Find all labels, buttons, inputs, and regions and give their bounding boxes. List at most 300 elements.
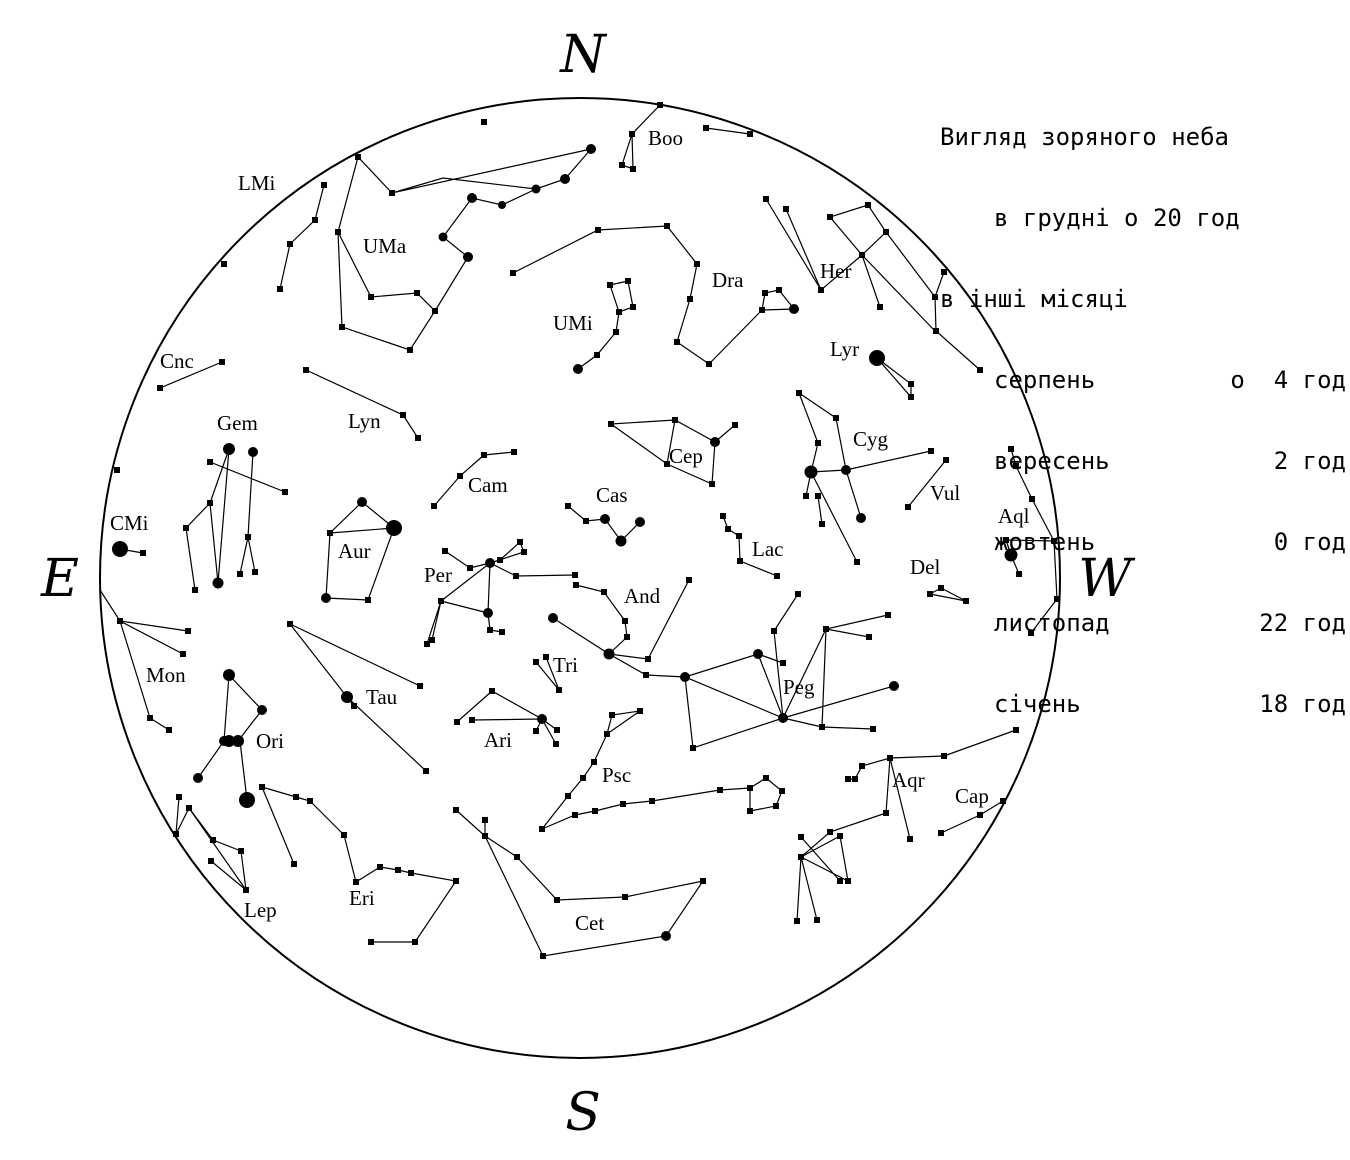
legend-row <box>940 691 1346 718</box>
legend-month: листопад <box>994 609 1110 637</box>
star-faint <box>573 582 579 588</box>
star-faint <box>928 448 934 454</box>
label-psc: Psc <box>602 763 632 787</box>
star-faint <box>339 324 345 330</box>
star-faint <box>482 817 488 823</box>
star-faint <box>553 741 559 747</box>
star-bright <box>889 681 899 691</box>
star-faint <box>941 753 947 759</box>
star-faint <box>852 776 858 782</box>
star-faint <box>720 513 726 519</box>
direction-south: S <box>565 1083 601 1143</box>
label-aqr: Aqr <box>892 768 925 792</box>
star-faint <box>192 587 198 593</box>
star-bright <box>805 466 818 479</box>
star-faint <box>238 848 244 854</box>
star-faint <box>368 294 374 300</box>
star-faint <box>252 569 258 575</box>
star-faint <box>497 557 503 563</box>
star-faint <box>637 708 643 714</box>
label-ori: Ori <box>256 729 284 753</box>
star-bright <box>869 350 885 366</box>
label-her: Her <box>820 259 852 283</box>
constellation-line <box>262 787 294 864</box>
constellation-line <box>766 199 886 307</box>
constellation-line <box>198 675 229 778</box>
star-bright <box>213 578 224 589</box>
star-bright <box>680 672 690 682</box>
legend-subtitle: в інші місяці <box>940 285 1128 313</box>
constellation-line <box>490 563 575 576</box>
star-faint <box>927 591 933 597</box>
label-cep: Cep <box>669 444 703 468</box>
star-faint <box>140 550 146 556</box>
star-faint <box>521 549 527 555</box>
star-faint <box>432 308 438 314</box>
label-lyn: Lyn <box>348 409 381 433</box>
star-faint <box>736 533 742 539</box>
constellation-line <box>818 496 822 524</box>
star-faint <box>709 481 715 487</box>
star-faint <box>932 294 938 300</box>
star-faint <box>517 539 523 545</box>
star-faint <box>630 304 636 310</box>
star-faint <box>554 897 560 903</box>
star-faint <box>783 206 789 212</box>
star-faint <box>572 812 578 818</box>
star-faint <box>438 598 444 604</box>
star-faint <box>467 565 473 571</box>
star-bright <box>257 705 267 715</box>
label-aur: Aur <box>338 539 371 563</box>
constellation-line <box>542 778 782 829</box>
star-faint <box>245 534 251 540</box>
star-faint <box>207 500 213 506</box>
star-faint <box>859 763 865 769</box>
star-faint <box>645 656 651 662</box>
legend-month: січень <box>994 690 1081 718</box>
star-faint <box>877 304 883 310</box>
constellation-line <box>822 629 826 727</box>
label-cyg: Cyg <box>853 427 889 451</box>
star-faint <box>303 367 309 373</box>
star-faint <box>400 412 406 418</box>
star-faint <box>747 131 753 137</box>
star-faint <box>608 421 614 427</box>
star-bright <box>341 691 353 703</box>
star-faint <box>747 808 753 814</box>
star-faint <box>489 688 495 694</box>
star-faint <box>157 385 163 391</box>
constellation-line <box>435 189 536 311</box>
star-faint <box>837 878 843 884</box>
star-faint <box>554 727 560 733</box>
star-faint <box>210 837 216 843</box>
star-faint <box>814 917 820 923</box>
label-vul: Vul <box>930 481 961 505</box>
star-faint <box>287 241 293 247</box>
star-faint <box>762 290 768 296</box>
legend-row <box>940 529 1346 556</box>
star-faint <box>883 229 889 235</box>
star-faint <box>173 831 179 837</box>
star-faint <box>819 724 825 730</box>
star-faint <box>803 493 809 499</box>
label-peg: Peg <box>783 675 815 699</box>
star-bright <box>548 613 558 623</box>
star-faint <box>819 521 825 527</box>
star-faint <box>657 102 663 108</box>
star-faint <box>908 394 914 400</box>
star-faint <box>514 854 520 860</box>
star-faint <box>499 629 505 635</box>
star-bright <box>586 144 596 154</box>
legend-time: 0 год <box>1273 528 1346 556</box>
label-uma: UMa <box>363 234 407 258</box>
star-faint <box>771 628 777 634</box>
legend-row <box>940 610 1346 637</box>
star-faint <box>798 854 804 860</box>
star-faint <box>643 672 649 678</box>
star-faint <box>377 864 383 870</box>
star-faint <box>417 683 423 689</box>
star-faint <box>865 202 871 208</box>
star-faint <box>176 794 182 800</box>
star-faint <box>510 270 516 276</box>
constellation-line <box>706 128 750 134</box>
legend-time: 2 год <box>1273 447 1346 475</box>
constellation-line <box>330 528 394 533</box>
star-faint <box>543 654 549 660</box>
star-bright <box>604 649 615 660</box>
label-cmi: CMi <box>110 511 149 535</box>
star-bright <box>248 447 258 457</box>
star-faint <box>117 618 123 624</box>
label-tri: Tri <box>553 653 578 677</box>
star-faint <box>511 449 517 455</box>
star-faint <box>355 154 361 160</box>
star-faint <box>414 290 420 296</box>
direction-east: E <box>41 549 79 609</box>
star-bright <box>357 497 367 507</box>
legend-month: серпень <box>994 366 1096 394</box>
constellation-line <box>280 185 324 289</box>
star-faint <box>717 787 723 793</box>
constellation-line <box>186 503 210 528</box>
constellation-line <box>457 691 557 730</box>
direction-north: N <box>560 25 606 85</box>
star-faint <box>442 548 448 554</box>
constellation-line <box>248 537 255 572</box>
star-faint <box>732 422 738 428</box>
constellation-line <box>799 393 861 518</box>
star-faint <box>423 768 429 774</box>
constellation-line <box>786 209 821 290</box>
star-faint <box>687 296 693 302</box>
star-bright <box>753 649 763 659</box>
star-bright <box>537 714 547 724</box>
star-faint <box>207 459 213 465</box>
star-faint <box>580 775 586 781</box>
star-faint <box>870 726 876 732</box>
star-bright <box>439 233 448 242</box>
star-faint <box>725 526 731 532</box>
constellation-line <box>553 585 627 654</box>
constellation-line <box>801 836 848 881</box>
star-faint <box>291 861 297 867</box>
star-bright <box>239 792 255 808</box>
constellation-line <box>488 563 502 632</box>
star-faint <box>539 826 545 832</box>
star-faint <box>601 589 607 595</box>
star-faint <box>798 834 804 840</box>
star-bright <box>635 517 645 527</box>
constellation-line <box>290 624 426 771</box>
star-bright <box>560 174 570 184</box>
star-faint <box>763 196 769 202</box>
star-faint <box>833 415 839 421</box>
star-faint <box>513 573 519 579</box>
star-faint <box>335 229 341 235</box>
star-faint <box>457 473 463 479</box>
star-bright <box>219 736 229 746</box>
star-faint <box>609 712 615 718</box>
star-faint <box>533 659 539 665</box>
star-faint <box>556 687 562 693</box>
star-faint <box>341 832 347 838</box>
star-faint <box>737 558 743 564</box>
label-lac: Lac <box>752 537 784 561</box>
star-faint <box>613 329 619 335</box>
star-faint <box>907 836 913 842</box>
constellation-line <box>224 741 247 800</box>
star-faint <box>594 352 600 358</box>
star-faint <box>321 182 327 188</box>
star-bright <box>856 513 866 523</box>
star-faint <box>1000 798 1006 804</box>
star-bright <box>778 713 788 723</box>
star-bright <box>710 437 720 447</box>
star-faint <box>827 829 833 835</box>
star-faint <box>818 287 824 293</box>
star-faint <box>779 788 785 794</box>
star-faint <box>630 166 636 172</box>
star-faint <box>759 307 765 313</box>
star-faint <box>649 798 655 804</box>
star-faint <box>690 745 696 751</box>
constellation-line <box>100 590 188 631</box>
star-bright <box>616 536 627 547</box>
star-faint <box>845 776 851 782</box>
constellation-line <box>240 452 253 574</box>
star-bright <box>841 465 851 475</box>
star-faint <box>166 727 172 733</box>
constellation-line <box>441 601 488 613</box>
star-faint <box>221 261 227 267</box>
star-bright <box>112 541 128 557</box>
star-faint <box>243 887 249 893</box>
star-faint <box>287 621 293 627</box>
constellation-line <box>774 594 798 718</box>
star-faint <box>487 627 493 633</box>
star-faint <box>147 715 153 721</box>
direction-west: W <box>1078 549 1132 609</box>
star-faint <box>293 794 299 800</box>
star-faint <box>565 503 571 509</box>
label-del: Del <box>910 555 941 579</box>
star-faint <box>622 894 628 900</box>
star-faint <box>845 878 851 884</box>
star-faint <box>796 390 802 396</box>
constellation-line <box>826 629 869 637</box>
star-bright <box>467 193 477 203</box>
star-faint <box>938 830 944 836</box>
label-per: Per <box>424 563 452 587</box>
star-faint <box>533 728 539 734</box>
star-bright <box>463 252 473 262</box>
legend-row <box>940 367 1346 394</box>
star-faint <box>815 440 821 446</box>
star-bright <box>532 185 541 194</box>
star-faint <box>572 572 578 578</box>
legend-panel <box>940 70 1346 745</box>
label-cnc: Cnc <box>160 349 194 373</box>
constellation-line <box>210 462 285 492</box>
star-faint <box>592 808 598 814</box>
star-faint <box>706 361 712 367</box>
star-faint <box>453 807 459 813</box>
label-dra: Dra <box>712 268 744 292</box>
label-umi: UMi <box>553 311 593 335</box>
star-faint <box>616 309 622 315</box>
star-faint <box>776 287 782 293</box>
constellation-line <box>290 624 420 686</box>
star-faint <box>795 591 801 597</box>
constellation-line <box>811 451 931 472</box>
star-faint <box>823 626 829 632</box>
label-gem: Gem <box>217 411 258 435</box>
constellation-line <box>862 255 935 331</box>
star-faint <box>327 530 333 536</box>
constellation-line <box>811 472 857 562</box>
star-faint <box>412 939 418 945</box>
star-faint <box>407 347 413 353</box>
star-faint <box>866 634 872 640</box>
star-faint <box>237 571 243 577</box>
star-faint <box>353 879 359 885</box>
label-lep: Lep <box>244 898 277 922</box>
constellation-line <box>801 837 840 881</box>
star-faint <box>351 703 357 709</box>
constellation-line <box>513 226 794 364</box>
star-faint <box>312 217 318 223</box>
legend-row <box>940 448 1346 475</box>
star-faint <box>186 805 192 811</box>
star-faint <box>629 131 635 137</box>
star-faint <box>908 381 914 387</box>
label-lmi: LMi <box>238 171 276 195</box>
star-faint <box>933 328 939 334</box>
star-faint <box>219 359 225 365</box>
star-faint <box>481 452 487 458</box>
star-faint <box>282 489 288 495</box>
star-faint <box>607 282 613 288</box>
legend-month: жовтень <box>994 528 1096 556</box>
star-bright <box>600 514 610 524</box>
label-eri: Eri <box>349 886 375 910</box>
star-bright <box>223 443 235 455</box>
star-faint <box>773 803 779 809</box>
star-faint <box>540 953 546 959</box>
star-faint <box>453 878 459 884</box>
star-faint <box>625 278 631 284</box>
star-faint <box>431 503 437 509</box>
star-faint <box>183 525 189 531</box>
star-bright <box>573 364 583 374</box>
constellation-line <box>472 719 542 720</box>
label-lyr: Lyr <box>830 337 860 361</box>
star-faint <box>827 214 833 220</box>
star-faint <box>622 618 628 624</box>
star-faint <box>259 784 265 790</box>
label-mon: Mon <box>146 663 186 687</box>
legend-title-line2: в грудні о 20 год <box>994 204 1240 232</box>
stars <box>112 102 1060 959</box>
constellation-line <box>186 528 195 590</box>
star-faint <box>619 162 625 168</box>
star-faint <box>763 775 769 781</box>
star-faint <box>686 577 692 583</box>
star-faint <box>114 467 120 473</box>
star-faint <box>389 190 395 196</box>
label-aql: Aql <box>998 504 1030 528</box>
legend-month: вересень <box>994 447 1110 475</box>
label-tau: Tau <box>366 685 398 709</box>
star-bright <box>483 608 493 618</box>
star-faint <box>624 634 630 640</box>
star-faint <box>481 119 487 125</box>
label-ari: Ari <box>484 728 512 752</box>
star-faint <box>859 252 865 258</box>
constellation-line <box>801 857 817 920</box>
legend-time: о 4 год <box>1230 366 1346 394</box>
star-faint <box>415 435 421 441</box>
star-faint <box>703 125 709 131</box>
star-faint <box>747 785 753 791</box>
star-bright <box>661 931 671 941</box>
label-cas: Cas <box>596 483 628 507</box>
label-cet: Cet <box>575 911 605 935</box>
star-faint <box>664 223 670 229</box>
constellation-line <box>432 601 441 640</box>
star-faint <box>780 660 786 666</box>
star-faint <box>237 738 243 744</box>
constellation-line <box>783 718 873 729</box>
star-faint <box>794 918 800 924</box>
star-faint <box>887 755 893 761</box>
star-faint <box>591 759 597 765</box>
star-bright <box>193 773 203 783</box>
star-faint <box>583 518 589 524</box>
star-faint <box>565 793 571 799</box>
star-faint <box>277 286 283 292</box>
star-faint <box>429 637 435 643</box>
star-faint <box>905 504 911 510</box>
star-faint <box>694 261 700 267</box>
star-faint <box>595 227 601 233</box>
star-bright <box>485 558 495 568</box>
star-faint <box>854 559 860 565</box>
